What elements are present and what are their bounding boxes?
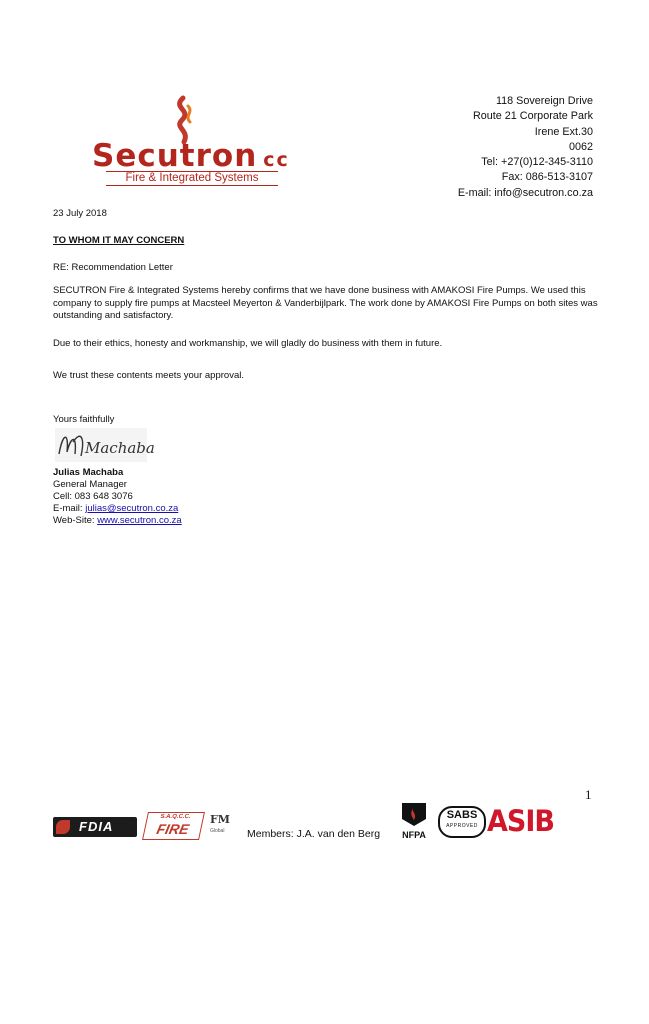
- sabs-approved-text: APPROVED: [446, 823, 478, 829]
- letter-paragraph: Due to their ethics, honesty and workmanship, we will gladly do business with them in future.: [53, 338, 443, 349]
- fdia-text: FDIA: [79, 819, 114, 834]
- letter-salutation: TO WHOM IT MAY CONCERN: [53, 235, 185, 246]
- page-number: 1: [585, 787, 592, 802]
- nfpa-logo: [396, 801, 432, 839]
- logo-name-text: Secutron: [92, 138, 258, 174]
- flame-logo-icon: [162, 96, 204, 144]
- fdia-logo: [53, 817, 137, 837]
- sabs-approved-logo: [438, 806, 486, 838]
- fm-global-text: Global: [210, 828, 225, 834]
- logo-cc-text: cc: [263, 149, 290, 171]
- web-label: Web-Site:: [53, 515, 98, 526]
- address-line: Tel: +27(0)12-345-3110: [481, 156, 593, 169]
- company-logo: [92, 138, 290, 174]
- fm-global-logo: [210, 810, 246, 834]
- address-line: Fax: 086-513-3107: [501, 171, 593, 184]
- address-line: 0062: [568, 140, 593, 153]
- letter-paragraph: We trust these contents meets your approval.: [53, 370, 244, 381]
- saqcc-small-text: S.A.Q.C.C.: [159, 814, 192, 820]
- letter-closing: Yours faithfully: [53, 414, 115, 425]
- signatory-cell: Cell: 083 648 3076: [53, 491, 133, 502]
- nfpa-emblem-icon: [396, 801, 432, 827]
- logo-tagline: Fire & Integrated Systems: [106, 171, 278, 186]
- sabs-text: SABS: [446, 809, 478, 821]
- nfpa-text: NFPA: [402, 830, 426, 840]
- signatory-email-row: [53, 503, 601, 516]
- saqcc-fire-text: FIRE: [155, 821, 191, 837]
- letter-paragraph: SECUTRON Fire & Integrated Systems hereby confirms that we have done business with AMAKOSI Fire Pumps. We used this company to supply fire pumps at Macsteel Meyerton & Vanderbijlpark. The work done by AMAKOSI Fire Pumps on both sites was outstanding and satisfactory.: [53, 285, 598, 322]
- letter-subject: RE: Recommendation Letter: [53, 262, 173, 273]
- address-line: 118 Sovereign Drive: [495, 95, 593, 107]
- address-line: E-mail: info@secutron.co.za: [457, 186, 593, 199]
- letter-date: 23 July 2018: [53, 208, 107, 219]
- fm-text: FM: [210, 813, 230, 826]
- company-address: [458, 94, 593, 201]
- fdia-flame-icon: [56, 820, 70, 834]
- website-link[interactable]: www.secutron.co.za: [97, 515, 182, 526]
- signature-text: Machaba: [85, 439, 155, 457]
- email-label: E-mail:: [53, 503, 86, 514]
- signature-scribble-icon: [55, 428, 155, 462]
- signatory-title: General Manager: [53, 479, 127, 490]
- signatory-web-row: [53, 515, 601, 528]
- members-text: Members: J.A. van den Berg: [247, 828, 381, 840]
- address-line: Irene Ext.30: [534, 125, 593, 138]
- address-line: Route 21 Corporate Park: [472, 110, 593, 123]
- asib-logo: ASIB: [487, 804, 554, 839]
- email-link[interactable]: julias@secutron.co.za: [85, 503, 179, 514]
- signatory-name: Julias Machaba: [53, 467, 124, 478]
- saqcc-fire-logo: [142, 812, 205, 840]
- signature-image: [55, 428, 155, 462]
